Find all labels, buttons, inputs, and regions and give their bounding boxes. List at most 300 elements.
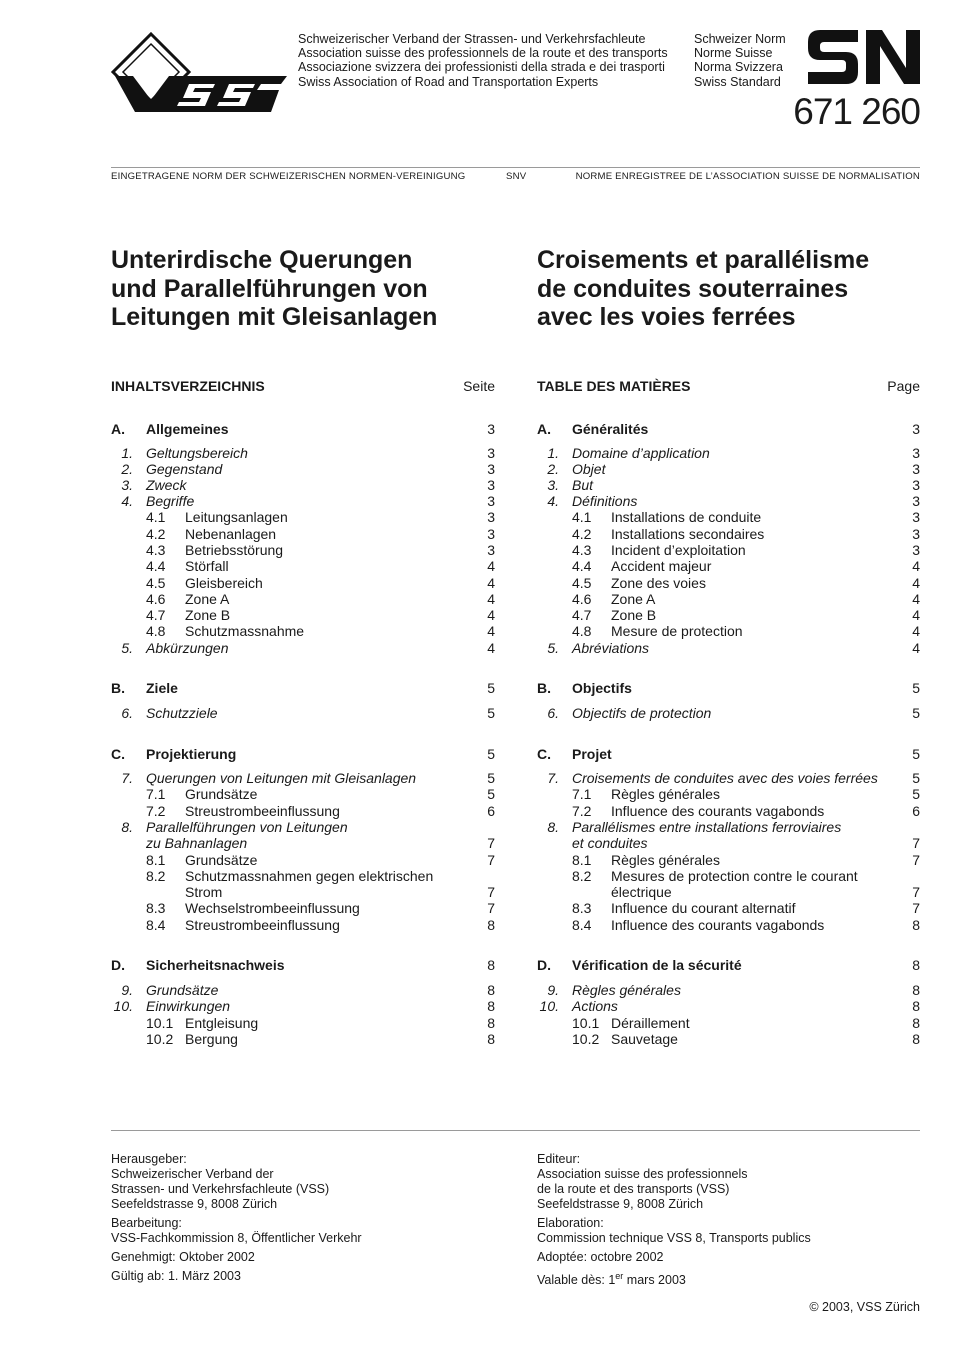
toc-page-number: 4 <box>487 591 495 607</box>
toc-section-number: 4. <box>547 493 559 509</box>
toc-row <box>537 575 920 592</box>
toc-section-number: A. <box>111 421 125 437</box>
toc-row <box>537 1015 920 1032</box>
toc-subsection-number: 4.6 <box>572 591 592 607</box>
toc-section-title: Begriffe <box>146 493 195 509</box>
editing-label-de: Bearbeitung: <box>111 1216 182 1230</box>
toc-subsection-title: Störfall <box>185 558 229 574</box>
toc-subsection-number: 4.1 <box>146 509 166 525</box>
title-fr-line: avec les voies ferrées <box>537 303 796 331</box>
toc-subsection-number: 7.2 <box>572 803 592 819</box>
toc-page-number: 3 <box>487 477 495 493</box>
toc-subsection-title: Nebenanlagen <box>185 526 277 542</box>
toc-subsection-title: Schutzmassnahmen gegen elektrischen <box>185 868 434 884</box>
toc-row <box>537 558 920 575</box>
editing-block-fr <box>537 1216 937 1246</box>
toc-row <box>111 1031 495 1048</box>
vss-logo-graphic <box>111 32 291 116</box>
toc-section-title: Sicherheitsnachweis <box>146 957 285 973</box>
toc-heading-fr: TABLE DES MATIÈRES <box>537 378 691 394</box>
toc-subsection-number: 10.2 <box>572 1031 600 1047</box>
publisher-label-fr: Editeur: <box>537 1152 581 1166</box>
toc-row <box>111 558 495 575</box>
toc-row <box>111 493 495 510</box>
toc-page-number: 3 <box>912 421 920 437</box>
toc-page-number: 8 <box>487 1031 495 1047</box>
toc-page-number: 8 <box>912 982 920 998</box>
toc-page-number: 7 <box>912 900 920 916</box>
toc-section-title: Geltungsbereich <box>146 445 248 461</box>
toc-page-number: 8 <box>912 1015 920 1031</box>
publisher-line: Strassen- und Verkehrsfachleute (VSS) <box>111 1182 330 1196</box>
toc-subsection-number: 4.4 <box>146 558 166 574</box>
toc-page-number: 3 <box>912 445 920 461</box>
toc-page-number: 7 <box>912 884 920 900</box>
toc-section-title: zu Bahnanlagen <box>146 835 248 851</box>
toc-row <box>111 640 495 657</box>
toc-subsection-title: Zone A <box>185 591 230 607</box>
publisher-line: Seefeldstrasse 9, 8008 Zürich <box>537 1197 704 1211</box>
toc-row <box>111 575 495 592</box>
toc-row <box>537 526 920 543</box>
toc-page-number: 7 <box>912 852 920 868</box>
toc-row <box>111 680 495 697</box>
toc-page-number: 5 <box>912 746 920 762</box>
toc-subsection-number: 4.3 <box>572 542 592 558</box>
toc-section-title: et conduites <box>572 835 648 851</box>
toc-row <box>537 835 920 852</box>
toc-subsection-number: 4.2 <box>146 526 166 542</box>
toc-subsection-title: Gleisbereich <box>185 575 263 591</box>
toc-subsection-title: Influence des courants vagabonds <box>611 917 825 933</box>
toc-subsection-number: 10.1 <box>572 1015 600 1031</box>
toc-row <box>537 509 920 526</box>
toc-subsection-title: Streustrombeeinflussung <box>185 917 340 933</box>
toc-row <box>111 884 495 901</box>
toc-page-number: 3 <box>912 509 920 525</box>
toc-subsection-title: Zone B <box>611 607 657 623</box>
toc-subsection-title: Zone des voies <box>611 575 706 591</box>
toc-page-number: 5 <box>912 786 920 802</box>
toc-row <box>111 770 495 787</box>
toc-section-number: 2. <box>121 461 133 477</box>
toc-section-number: B. <box>537 680 551 696</box>
editing-value-fr: Commission technique VSS 8, Transports publics <box>537 1231 811 1245</box>
toc-subsection-number: 10.1 <box>146 1015 174 1031</box>
sn-logo <box>806 24 922 90</box>
toc-page-number: 8 <box>912 917 920 933</box>
toc-subsection-number: 4.1 <box>572 509 592 525</box>
toc-section-number: 4. <box>121 493 133 509</box>
toc-page-number: 3 <box>912 526 920 542</box>
toc-page-number: 4 <box>912 623 920 639</box>
toc-section-title: Schutzziele <box>146 705 218 721</box>
toc-subsection-title: électrique <box>611 884 672 900</box>
registration-center: SNV <box>506 171 527 182</box>
toc-page-label-de: Seite <box>463 378 495 394</box>
toc-heading-de: INHALTSVERZEICHNIS <box>111 378 265 394</box>
toc-subsection-number: 4.5 <box>146 575 166 591</box>
toc-subsection-number: 8.3 <box>146 900 166 916</box>
toc-page-number: 5 <box>487 786 495 802</box>
footer-de <box>111 1152 511 1288</box>
toc-page-number: 4 <box>487 623 495 639</box>
association-en: Swiss Association of Road and Transportation Experts <box>298 74 599 89</box>
toc-subsection-number: 8.4 <box>146 917 166 933</box>
toc-section-title: Grundsätze <box>146 982 219 998</box>
toc-subsection-title: Wechselstrombeeinflussung <box>185 900 360 916</box>
norm-type-en: Swiss Standard <box>694 74 781 89</box>
approved-fr: Adoptée: octobre 2002 <box>537 1250 664 1264</box>
toc-row <box>537 900 920 917</box>
toc-section-number: 3. <box>121 477 133 493</box>
toc-row <box>111 461 495 478</box>
footer-divider <box>111 1130 920 1131</box>
toc-row <box>537 461 920 478</box>
title-fr-line: de conduites souterraines <box>537 274 849 303</box>
toc-row <box>111 835 495 852</box>
toc-page-number: 3 <box>912 542 920 558</box>
toc-page-number: 3 <box>487 509 495 525</box>
toc-section-title: Parallélismes entre installations ferroviaires <box>572 819 842 835</box>
toc-page-number: 8 <box>487 982 495 998</box>
toc-row <box>537 957 920 974</box>
toc-page-number: 3 <box>487 445 495 461</box>
toc-section-title: Règles générales <box>572 982 681 998</box>
toc-row <box>111 982 495 999</box>
toc-section-number: 1. <box>121 445 133 461</box>
toc-page-number: 4 <box>912 640 920 656</box>
toc-subsection-title: Grundsätze <box>185 786 258 802</box>
publisher-line: Schweizerischer Verband der <box>111 1167 274 1181</box>
toc-page-number: 8 <box>487 998 495 1014</box>
valid-fr <box>537 1269 937 1288</box>
norm-type-fr: Norme Suisse <box>694 46 773 61</box>
title-fr <box>537 246 937 332</box>
toc-row <box>537 421 920 438</box>
toc-subsection-title: Zone B <box>185 607 231 623</box>
toc-page-number: 4 <box>912 591 920 607</box>
toc-section-number: 10. <box>539 998 559 1014</box>
toc-row <box>537 803 920 820</box>
toc-section-number: 9. <box>547 982 559 998</box>
toc-page-number: 7 <box>487 884 495 900</box>
toc-page-number: 4 <box>487 640 495 656</box>
toc-subsection-number: 4.6 <box>146 591 166 607</box>
approved-de: Genehmigt: Oktober 2002 <box>111 1250 255 1264</box>
toc-page-number: 7 <box>487 835 495 851</box>
toc-subsection-number: 8.4 <box>572 917 592 933</box>
toc-subsection-number: 4.5 <box>572 575 592 591</box>
toc-section-number: 6. <box>121 705 133 721</box>
toc-subsection-title: Leitungsanlagen <box>185 509 288 525</box>
toc-page-number: 8 <box>487 1015 495 1031</box>
toc-subsection-number: 4.7 <box>146 607 166 623</box>
toc-section-number: 10. <box>113 998 133 1014</box>
toc-subsection-title: Schutzmassnahme <box>185 623 305 639</box>
toc-section-title: Projet <box>572 746 612 762</box>
toc-section-title: Einwirkungen <box>146 998 231 1014</box>
toc-section-title: Zweck <box>146 477 187 493</box>
toc-row <box>111 900 495 917</box>
toc-page-number: 8 <box>912 998 920 1014</box>
toc-section-number: 5. <box>121 640 133 656</box>
toc-subsection-title: Règles générales <box>611 786 720 802</box>
toc-subsection-title: Entgleisung <box>185 1015 259 1031</box>
valid-fr-sup: er <box>615 1271 624 1281</box>
toc-page-number: 3 <box>487 542 495 558</box>
toc-row <box>111 477 495 494</box>
toc-row <box>537 786 920 803</box>
title-de-line: Unterirdische Querungen <box>111 246 413 274</box>
toc-section-number: 8. <box>547 819 559 835</box>
toc-page-number: 3 <box>912 477 920 493</box>
toc-page-number: 4 <box>912 558 920 574</box>
toc-row <box>537 493 920 510</box>
toc-page-number: 5 <box>487 680 495 696</box>
toc-page-number: 3 <box>912 493 920 509</box>
toc-section-number: 3. <box>547 477 559 493</box>
toc-row <box>111 623 495 640</box>
copyright: © 2003, VSS Zürich <box>809 1300 920 1314</box>
toc-subsection-title: Influence du courant alternatif <box>611 900 796 916</box>
toc-row <box>537 868 920 885</box>
toc-page-label-fr: Page <box>887 378 920 394</box>
toc-row <box>111 542 495 559</box>
toc-page-number: 7 <box>487 852 495 868</box>
toc-page-number: 8 <box>912 957 920 973</box>
toc-subsection-number: 4.8 <box>572 623 592 639</box>
toc-subsection-number: 8.2 <box>572 868 592 884</box>
toc-row <box>537 982 920 999</box>
valid-de: Gültig ab: 1. März 2003 <box>111 1269 241 1283</box>
toc-subsection-number: 4.3 <box>146 542 166 558</box>
toc-page-number: 5 <box>487 746 495 762</box>
toc-section-number: 2. <box>547 461 559 477</box>
toc-subsection-number: 4.4 <box>572 558 592 574</box>
toc-section-number: 7. <box>121 770 133 786</box>
toc-row <box>537 607 920 624</box>
toc-subsection-number: 4.2 <box>572 526 592 542</box>
toc-section-number: A. <box>537 421 551 437</box>
toc-page-number: 6 <box>487 803 495 819</box>
toc-subsection-title: Déraillement <box>611 1015 690 1031</box>
vss-logo <box>111 32 291 116</box>
publisher-block-de <box>111 1152 511 1212</box>
toc-section-title: Projektierung <box>146 746 237 762</box>
toc-row <box>537 852 920 869</box>
toc-row <box>111 803 495 820</box>
toc-section-number: 9. <box>121 982 133 998</box>
toc-page-number: 4 <box>487 558 495 574</box>
toc-subsection-title: Influence des courants vagabonds <box>611 803 825 819</box>
toc-page-number: 5 <box>912 680 920 696</box>
footer-fr <box>537 1152 937 1292</box>
title-de <box>111 246 511 332</box>
toc-section-number: 8. <box>121 819 133 835</box>
toc-page-number: 5 <box>487 770 495 786</box>
toc-row <box>111 819 495 836</box>
toc-page-number: 8 <box>912 1031 920 1047</box>
association-names <box>298 32 668 89</box>
toc-row <box>537 746 920 763</box>
toc-section-title: Querungen von Leitungen mit Gleisanlagen <box>146 770 417 786</box>
toc-row <box>111 705 495 722</box>
toc-page-number: 4 <box>912 575 920 591</box>
norm-number: 671 260 <box>793 91 920 132</box>
toc-section-number: D. <box>111 957 125 973</box>
toc-row <box>537 705 920 722</box>
association-it: Associazione svizzera dei professionisti della strada e dei trasporti <box>298 60 665 75</box>
toc-page-number: 3 <box>487 421 495 437</box>
toc-subsection-number: 8.2 <box>146 868 166 884</box>
toc-subsection-title: Grundsätze <box>185 852 258 868</box>
registration-right: NORME ENREGISTREE DE L’ASSOCIATION SUISSE DE NORMALISATION <box>575 171 920 182</box>
toc-subsection-number: 10.2 <box>146 1031 174 1047</box>
editing-label-fr: Elaboration: <box>537 1216 604 1230</box>
toc-page-number: 3 <box>487 526 495 542</box>
toc-subsection-title: Bergung <box>185 1031 238 1047</box>
toc-page-number: 3 <box>487 493 495 509</box>
toc-row <box>111 607 495 624</box>
toc-row <box>537 591 920 608</box>
toc-row <box>111 1015 495 1032</box>
title-fr-line: Croisements et parallélisme <box>537 246 870 274</box>
toc-page-number: 4 <box>487 607 495 623</box>
editing-value-de: VSS-Fachkommission 8, Öffentlicher Verkehr <box>111 1231 362 1245</box>
header-divider <box>111 167 920 168</box>
toc-section-number: B. <box>111 680 125 696</box>
toc-section-title: Croisements de conduites avec des voies ferrées <box>572 770 878 786</box>
toc-section-title: Ziele <box>146 680 178 696</box>
toc-row <box>111 786 495 803</box>
toc-row <box>537 1031 920 1048</box>
toc-subsection-title: Streustrombeeinflussung <box>185 803 340 819</box>
toc-row <box>111 868 495 885</box>
toc-page-number: 3 <box>912 461 920 477</box>
toc-section-number: 6. <box>547 705 559 721</box>
norm-type-it: Norma Svizzera <box>694 60 783 75</box>
toc-section-title: Généralités <box>572 421 649 437</box>
toc-section-number: C. <box>537 746 551 762</box>
toc-section-title: But <box>572 477 594 493</box>
toc-row <box>537 998 920 1015</box>
toc-row <box>111 957 495 974</box>
toc-section-title: Objectifs de protection <box>572 705 712 721</box>
toc-row <box>111 591 495 608</box>
toc-section-title: Objet <box>572 461 606 477</box>
toc-section-title: Allgemeines <box>146 421 229 437</box>
toc-subsection-title: Mesures de protection contre le courant <box>611 868 858 884</box>
toc-row <box>537 917 920 934</box>
toc-section-title: Objectifs <box>572 680 632 696</box>
toc-subsection-title: Zone A <box>611 591 656 607</box>
toc-subsection-title: Accident majeur <box>611 558 712 574</box>
toc-subsection-number: 8.3 <box>572 900 592 916</box>
toc-row <box>111 917 495 934</box>
toc-subsection-title: Sauvetage <box>611 1031 678 1047</box>
toc-page-number: 8 <box>487 957 495 973</box>
toc-subsection-number: 7.1 <box>146 786 166 802</box>
association-fr: Association suisse des professionnels de la route et des transports <box>298 46 668 61</box>
toc-page-number: 7 <box>487 900 495 916</box>
toc-subsection-number: 8.1 <box>146 852 166 868</box>
toc-row <box>111 998 495 1015</box>
publisher-line: de la route et des transports (VSS) <box>537 1182 730 1196</box>
publisher-label-de: Herausgeber: <box>111 1152 187 1166</box>
toc-subsection-number: 4.8 <box>146 623 166 639</box>
toc-row <box>111 526 495 543</box>
toc-row <box>537 542 920 559</box>
toc-subsection-title: Strom <box>185 884 223 900</box>
toc-row <box>537 680 920 697</box>
registration-left: EINGETRAGENE NORM DER SCHWEIZERISCHEN NORMEN-VEREINIGUNG <box>111 171 466 182</box>
publisher-line: Association suisse des professionnels <box>537 1167 748 1181</box>
toc-page-number: 5 <box>487 705 495 721</box>
toc-row <box>111 421 495 438</box>
editing-block-de <box>111 1216 511 1246</box>
toc-page-number: 5 <box>912 705 920 721</box>
toc-section-number: 5. <box>547 640 559 656</box>
toc-section-number: D. <box>537 957 551 973</box>
toc-row <box>111 852 495 869</box>
title-de-line: und Parallelführungen von <box>111 274 428 303</box>
toc-page-number: 4 <box>912 607 920 623</box>
title-de-line: Leitungen mit Gleisanlagen <box>111 303 438 331</box>
valid-fr-prefix: Valable dès: 1 <box>537 1273 616 1288</box>
toc-row <box>111 746 495 763</box>
toc-section-title: Abkürzungen <box>146 640 229 656</box>
toc-row <box>537 770 920 787</box>
toc-row <box>537 819 920 836</box>
toc-section-title: Actions <box>572 998 618 1014</box>
toc-row <box>537 640 920 657</box>
toc-row <box>111 509 495 526</box>
norm-type-names <box>694 32 786 89</box>
toc-page-number: 8 <box>487 917 495 933</box>
toc-subsection-title: Betriebsstörung <box>185 542 284 558</box>
association-de: Schweizerischer Verband der Strassen- und Verkehrsfachleute <box>298 32 646 46</box>
toc-section-title: Domaine d’application <box>572 445 710 461</box>
toc-row <box>537 884 920 901</box>
toc-section-title: Définitions <box>572 493 638 509</box>
toc-row <box>111 445 495 462</box>
toc-subsection-title: Incident d’exploitation <box>611 542 746 558</box>
toc-subsection-title: Mesure de protection <box>611 623 743 639</box>
toc-page-number: 4 <box>487 575 495 591</box>
toc-row <box>537 477 920 494</box>
toc-subsection-number: 7.1 <box>572 786 592 802</box>
toc-page-number: 5 <box>912 770 920 786</box>
toc-section-number: 1. <box>547 445 559 461</box>
toc-page-number: 3 <box>487 461 495 477</box>
toc-section-title: Abréviations <box>572 640 650 656</box>
toc-subsection-title: Installations de conduite <box>611 509 762 525</box>
toc-page-number: 6 <box>912 803 920 819</box>
toc-row <box>537 623 920 640</box>
toc-subsection-number: 4.7 <box>572 607 592 623</box>
valid-fr-suffix: mars 2003 <box>623 1273 686 1288</box>
toc-section-title: Gegenstand <box>146 461 223 477</box>
publisher-line: Seefeldstrasse 9, 8008 Zürich <box>111 1197 278 1211</box>
publisher-block-fr <box>537 1152 937 1212</box>
toc-section-number: C. <box>111 746 125 762</box>
toc-subsection-title: Règles générales <box>611 852 720 868</box>
toc-subsection-number: 8.1 <box>572 852 592 868</box>
norm-type-de: Schweizer Norm <box>694 32 786 46</box>
toc-section-number: 7. <box>547 770 559 786</box>
toc-subsection-number: 7.2 <box>146 803 166 819</box>
